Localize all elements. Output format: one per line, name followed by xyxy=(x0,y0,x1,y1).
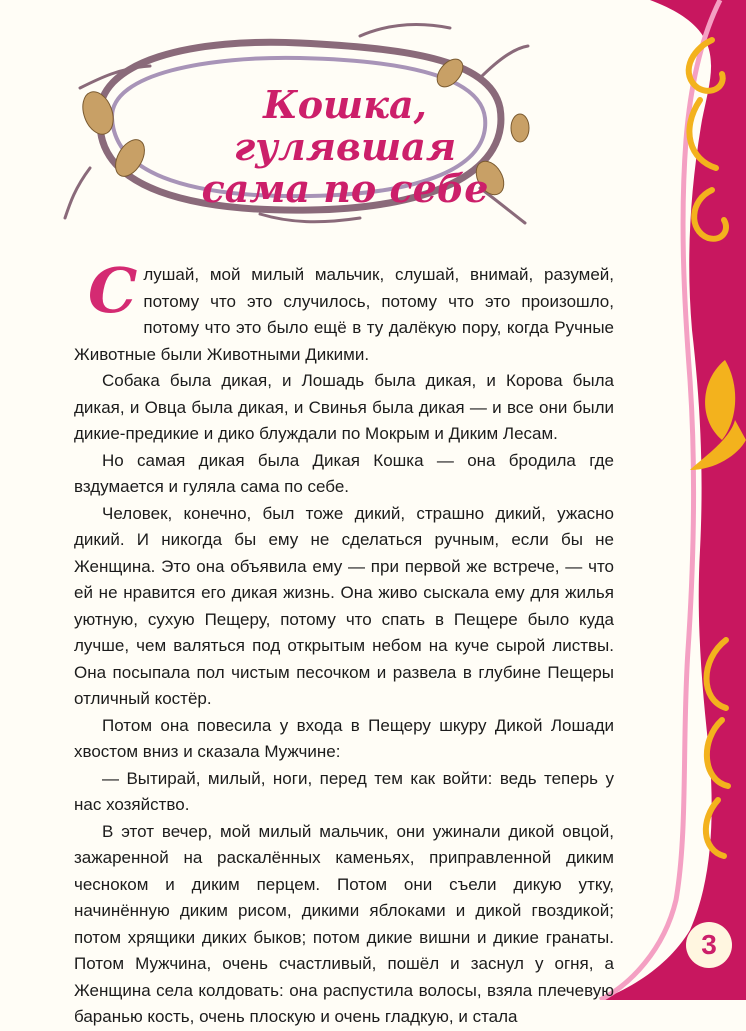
title-line-2: сама по себе xyxy=(201,166,489,211)
story-text xyxy=(74,254,614,1031)
paragraph-1: Слушай, мой милый мальчик, слушай, внимай, разумей, потому что это случилось, потому что это произошло, потому что это было ещё в ту далёкую пору, когда Ручные Животные были Животными Дикими. xyxy=(74,254,614,364)
paragraph-6: — Вытирай, милый, ноги, перед тем как войти: ведь теперь у нас хозяйство. xyxy=(74,768,614,814)
paragraph-4: Человек, конечно, был тоже дикий, страшно дикий, ужасно дикий. И никогда бы ему не сделаться ручным, если бы не Женщина. Это она объявила ему — при первой же встрече, — что ей не нравится его дикая жизнь. Она живо сыскала ему для жилья уютную, сухую Пещеру, потому что спать в Пещере было куда лучше, чем валяться под открытым небом на куче сырой листвы. Она посыпала пол чистым песочком и развела в глубине Пещеры отличный костёр. xyxy=(74,503,614,708)
paragraph-3: Но самая дикая была Дикая Кошка — она бродила где вздумается и гуляла сама по себе. xyxy=(74,450,614,496)
paragraph-7: В этот вечер, мой милый мальчик, они ужинали дикой овцой, зажаренной на раскалённых каменьях, приправленной диким чесноком и диким перцем. Потом они съели дикую утку, начинённую диким рисом, дикими яблоками и дикой гвоздикой; потом хрящики диких быков; потом дикие вишни и дикие гранаты. Потом Мужчина, очень счастливый, пошёл и заснул у огня, а Женщина села колдовать: она распустила волосы, взяла плечевую баранью кость, очень плоскую и очень гладкую, и стала xyxy=(74,821,614,1026)
page-title xyxy=(150,84,540,210)
drop-cap: С xyxy=(88,254,138,327)
paragraph-2: Собака была дикая, и Лошадь была дикая, и Корова была дикая, и Овца была дикая, и Свинья была дикая — и все они были дикие-предикие и дико блуждали по Мокрым и Диким Лесам. xyxy=(74,371,614,443)
page-number: 3 xyxy=(686,922,732,968)
title-line-1: Кошка, гулявшая xyxy=(233,82,457,169)
paragraph-5: Потом она повесила у входа в Пещеру шкуру Дикой Лошади хвостом вниз и сказала Мужчине: xyxy=(74,715,614,761)
